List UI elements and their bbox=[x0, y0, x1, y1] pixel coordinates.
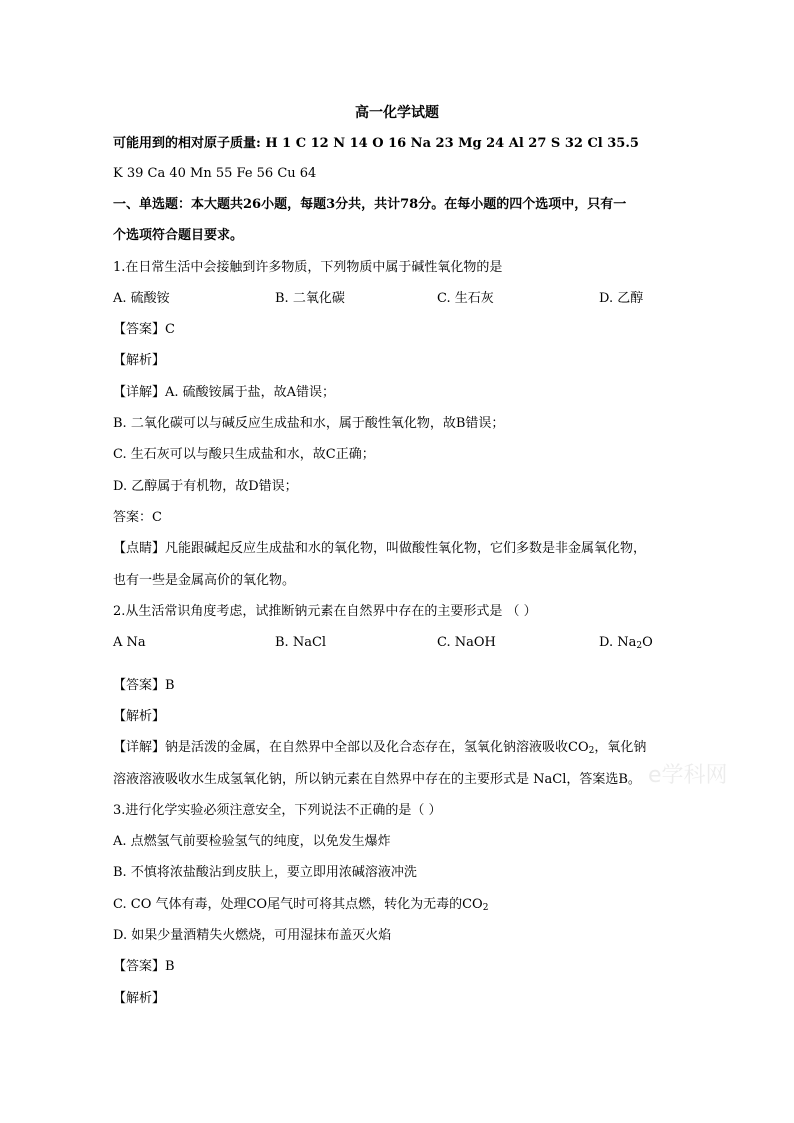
q1-detail-line-2: B. 二氧化碳可以与碱反应生成盐和水，属于酸性氧化物，故B错误； bbox=[113, 416, 505, 431]
q2-analysis-label: 【解析】 bbox=[113, 709, 166, 724]
q3-option-c-subscript: 2 bbox=[482, 903, 489, 913]
section-heading-line-2: 个选项符合题目要求。 bbox=[113, 228, 244, 243]
q2-option-d bbox=[599, 634, 653, 652]
q1-option-c: C. 生石灰 bbox=[437, 291, 494, 306]
q1-detail-line-5: 答案：C bbox=[113, 510, 162, 525]
q1-detail-line-3: C. 生石灰可以与酸只生成盐和水，故C正确； bbox=[113, 447, 375, 462]
q1-detail-line-4: D. 乙醇属于有机物，故D错误； bbox=[113, 479, 298, 494]
q3-option-b: B. 不慎将浓盐酸沾到皮肤上，要立即用浓碱溶液冲洗 bbox=[113, 865, 417, 880]
watermark: e学科网 bbox=[648, 763, 728, 788]
q1-answer: 【答案】C bbox=[113, 322, 175, 337]
q1-option-a: A. 硫酸铵 bbox=[113, 291, 170, 306]
q2-stem: 2.从生活常识角度考虑，试推断钠元素在自然界中存在的主要形式是 （ ） bbox=[113, 604, 537, 619]
q1-option-b: B. 二氧化碳 bbox=[275, 291, 345, 306]
q2-option-d-tail: O bbox=[642, 635, 653, 650]
q2-option-d-label: D. Na bbox=[599, 635, 637, 650]
q2-detail-line-1-post: ，氧化钠 bbox=[594, 740, 647, 755]
q3-option-a: A. 点燃氢气前要检验氢气的纯度，以免发生爆炸 bbox=[113, 834, 391, 849]
q2-option-b: B. NaCl bbox=[275, 635, 327, 650]
q3-stem: 3.进行化学实验必须注意安全，下列说法不正确的是（ ） bbox=[113, 803, 442, 818]
q3-answer: 【答案】B bbox=[113, 959, 175, 974]
q1-detail-line-1: 【详解】A. 硫酸铵属于盐，故A错误； bbox=[113, 385, 336, 400]
q1-analysis-label: 【解析】 bbox=[113, 353, 166, 368]
atomic-masses-line-2: K 39 Ca 40 Mn 55 Fe 56 Cu 64 bbox=[113, 166, 317, 181]
q2-detail-line-1 bbox=[113, 739, 646, 757]
q3-option-c-text: C. CO 气体有毒，处理CO尾气时可将其点燃，转化为无毒的CO bbox=[113, 897, 483, 912]
q1-stem: 1.在日常生活中会接触到许多物质，下列物质中属于碱性氧化物的是 bbox=[113, 260, 503, 275]
atomic-masses-line-1: 可能用到的相对原子质量: H 1 C 12 N 14 O 16 Na 23 Mg 24 Al 27 S 32 Cl 35.5 bbox=[113, 136, 639, 151]
q1-tip-line-1: 【点睛】凡能跟碱起反应生成盐和水的氧化物，叫做酸性氧化物，它们多数是非金属氧化物， bbox=[113, 541, 647, 556]
page-title: 高一化学试题 bbox=[355, 105, 439, 121]
q3-option-c bbox=[113, 896, 488, 914]
q2-answer: 【答案】B bbox=[113, 678, 175, 693]
q2-detail-co2-subscript: 2 bbox=[588, 746, 595, 756]
q2-option-c: C. NaOH bbox=[437, 635, 496, 650]
q3-analysis-label: 【解析】 bbox=[113, 991, 166, 1006]
q1-tip-line-2: 也有一些是金属高价的氧化物。 bbox=[113, 573, 296, 588]
q1-option-d: D. 乙醇 bbox=[599, 291, 644, 306]
q2-detail-line-1-pre: 【详解】钠是活泼的金属，在自然界中全部以及化合态存在，氢氧化钠溶液吸收CO bbox=[113, 740, 589, 755]
q2-detail-line-2: 溶液溶液吸收水生成氢氧化钠，所以钠元素在自然界中存在的主要形式是 NaCl，答案选B。 bbox=[113, 772, 641, 787]
q2-option-d-subscript: 2 bbox=[636, 641, 643, 651]
q3-option-d: D. 如果少量酒精失火燃烧，可用湿抹布盖灭火焰 bbox=[113, 928, 392, 943]
section-heading-line-1: 一、单选题：本大题共26小题，每题3分共，共计78分。在每小题的四个选项中，只有一 bbox=[113, 197, 627, 212]
q2-option-a: A Na bbox=[113, 635, 146, 650]
